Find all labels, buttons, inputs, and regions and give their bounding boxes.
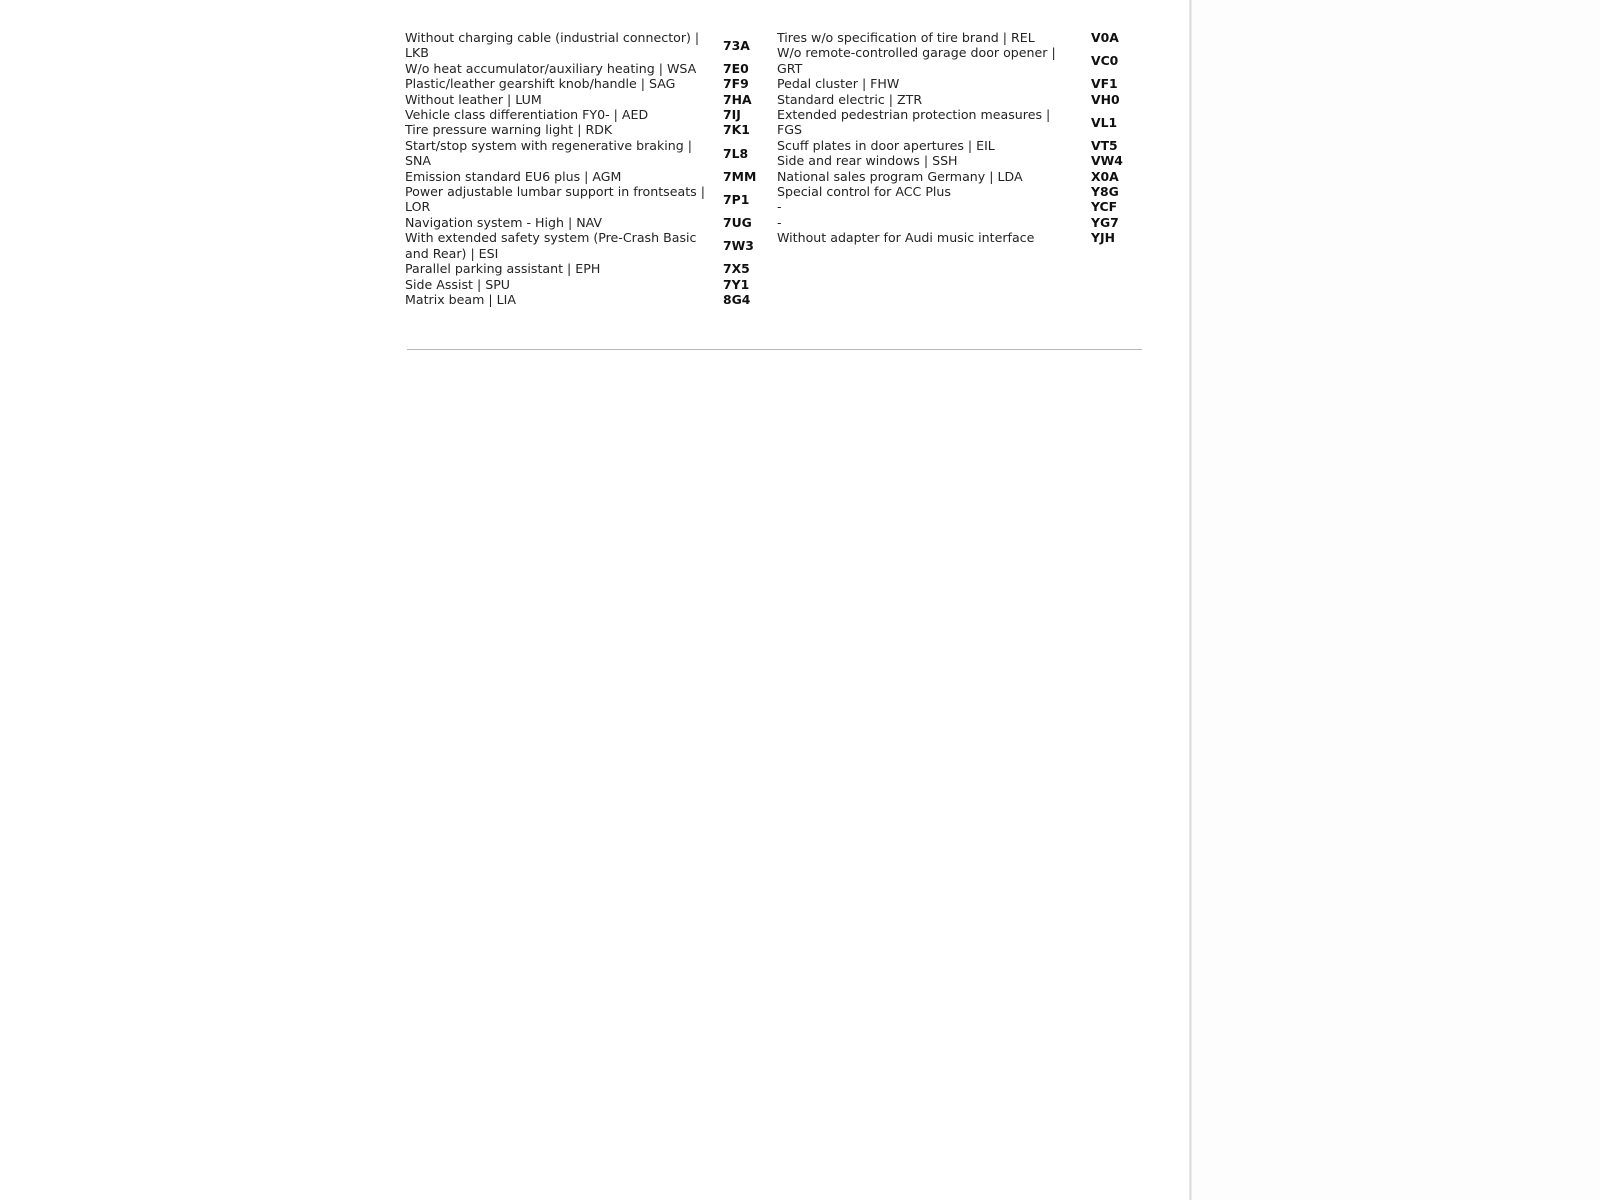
option-code: 7K1 [723, 122, 750, 138]
column-right [777, 30, 1145, 246]
option-label: Without leather | LUM [405, 91, 542, 107]
table-row [777, 215, 1145, 230]
table-row [405, 277, 777, 292]
option-code: 73A [723, 37, 750, 53]
table-row [405, 61, 777, 76]
table-row [405, 138, 777, 169]
table-row [777, 169, 1145, 184]
option-label: Side and rear windows | SSH [777, 153, 958, 169]
table-row [777, 199, 1145, 214]
table-row [777, 76, 1145, 91]
table-row [777, 30, 1145, 45]
table-row [405, 169, 777, 184]
table-row [777, 45, 1145, 76]
option-list-right [777, 30, 1145, 246]
option-code: 7X5 [723, 261, 750, 277]
option-code: 7P1 [723, 191, 750, 207]
table-row [405, 76, 777, 91]
table-row [405, 184, 777, 215]
table-row [405, 30, 777, 61]
option-code: 7W3 [723, 237, 754, 253]
option-code: VC0 [1091, 53, 1119, 69]
option-code: VW4 [1091, 153, 1123, 169]
option-code: VT5 [1091, 137, 1118, 153]
table-row [405, 107, 777, 122]
option-code: 7F9 [723, 76, 749, 92]
option-label: Pedal cluster | FHW [777, 76, 900, 92]
option-label: Tires w/o specification of tire brand | REL [777, 30, 1035, 45]
option-label: Vehicle class differentiation FY0- | AED [405, 107, 649, 123]
table-row [405, 92, 777, 107]
option-label: Extended pedestrian protection measures | FGS [777, 107, 1051, 138]
table-row [405, 230, 777, 261]
option-label: Scuff plates in door apertures | EIL [777, 137, 995, 153]
option-label: Navigation system - High | NAV [405, 214, 603, 230]
option-code: 7E0 [723, 60, 749, 76]
column-left [405, 30, 777, 307]
table-row [777, 92, 1145, 107]
option-code: 7HA [723, 91, 752, 107]
option-label: Special control for ACC Plus [777, 184, 951, 200]
option-label: Matrix beam | LIA [405, 291, 516, 307]
table-row [777, 153, 1145, 168]
option-code: 7IJ [723, 107, 741, 123]
option-code: 7L8 [723, 145, 749, 161]
option-code: 8G4 [723, 291, 751, 307]
table-row [405, 215, 777, 230]
table-row [777, 138, 1145, 153]
option-label: Tire pressure warning light | RDK [405, 122, 613, 138]
table-row [405, 292, 777, 307]
option-label: Emission standard EU6 plus | AGM [405, 168, 622, 184]
option-code: X0A [1091, 168, 1119, 184]
option-label: Parallel parking assistant | EPH [405, 261, 601, 277]
option-label: Plastic/leather gearshift knob/handle | SAG [405, 76, 676, 92]
option-label: Start/stop system with regenerative braking | SNA [405, 137, 693, 169]
option-label: W/o remote-controlled garage door opener | GRT [777, 45, 1056, 76]
option-code: YCF [1091, 199, 1118, 215]
option-code: VF1 [1091, 76, 1118, 92]
option-label: - [777, 214, 782, 230]
scan-background [1192, 0, 1600, 1200]
option-label: - [777, 199, 782, 215]
option-list-left [405, 30, 777, 307]
option-label: Power adjustable lumbar support in frontseats | LOR [405, 184, 705, 215]
option-label: W/o heat accumulator/auxiliary heating | WSA [405, 60, 697, 76]
option-label: Without adapter for Audi music interface [777, 230, 1035, 246]
option-code: VH0 [1091, 91, 1120, 107]
table-row [777, 230, 1145, 245]
option-label: Without charging cable (industrial connector) | LKB [405, 30, 700, 61]
table-row [405, 261, 777, 276]
equipment-code-table [405, 30, 1145, 307]
option-code: V0A [1091, 30, 1119, 45]
option-code: 7Y1 [723, 276, 750, 292]
option-label: Standard electric | ZTR [777, 91, 923, 107]
table-row [777, 107, 1145, 138]
option-code: YJH [1091, 230, 1115, 246]
table-row [777, 184, 1145, 199]
option-label: Side Assist | SPU [405, 276, 511, 292]
option-code: Y8G [1091, 184, 1119, 200]
horizontal-rule [407, 349, 1142, 350]
columns-wrapper [405, 30, 1145, 307]
option-code: 7MM [723, 168, 757, 184]
option-code: 7UG [723, 214, 752, 230]
option-code: VL1 [1091, 114, 1118, 130]
option-label: With extended safety system (Pre-Crash Basic and Rear) | ESI [405, 230, 697, 261]
option-label: National sales program Germany | LDA [777, 168, 1023, 184]
option-code: YG7 [1091, 214, 1119, 230]
table-row [405, 122, 777, 137]
